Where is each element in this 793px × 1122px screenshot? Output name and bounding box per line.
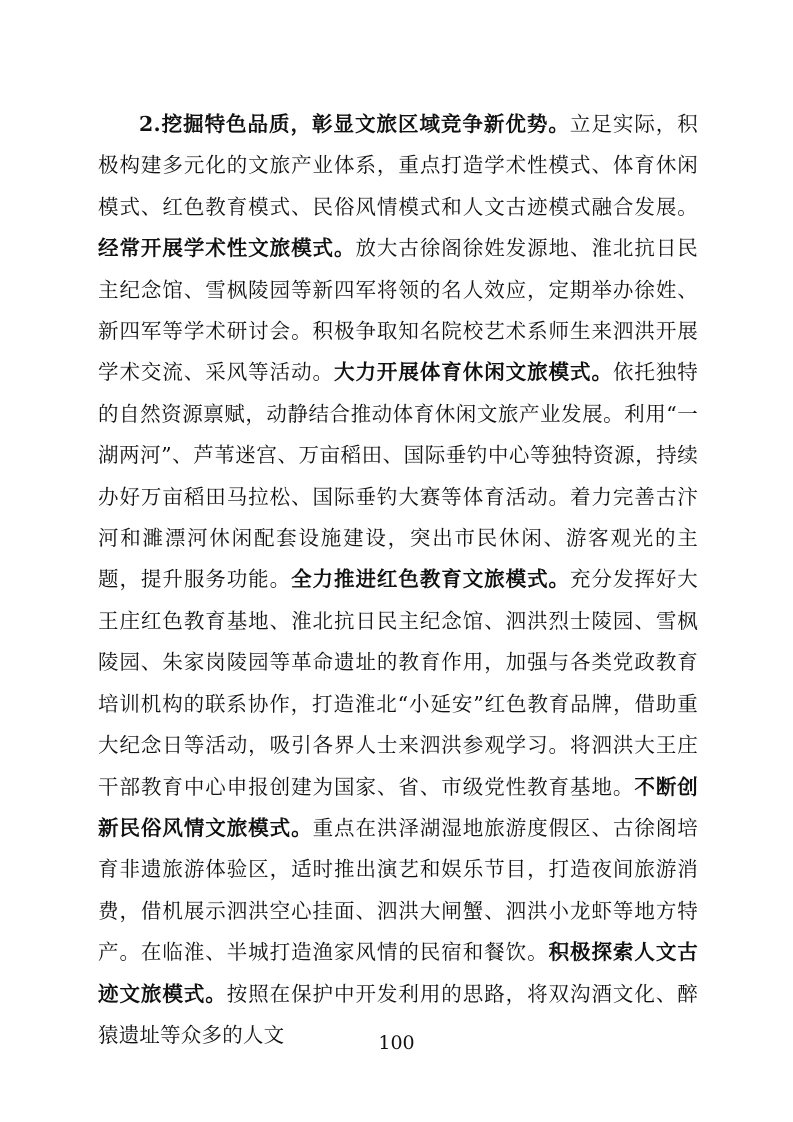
body-segment: 重点在洪泽湖湿地旅游度假区、古徐阁培育非遗旅游体验区，适时推出演艺和娱乐节目，打造夜间旅游消费，借机展示泗洪空心挂面、泗洪大闸蟹、泗洪小龙虾等地方特产。在临淮、半城打造渔家风情的民宿和餐饮。 [98, 815, 698, 965]
page-content-area [98, 104, 698, 1056]
body-segment-bold: 不断创新民俗风情文旅模式。 [98, 774, 699, 840]
body-segment-bold: 大力开展体育休闲文旅模式。 [334, 360, 613, 385]
body-segment: 依托独特的自然资源禀赋，动静结合推动体育休闲文旅产业发展。利用“一湖两河”、芦苇迷宫、万亩稻田、国际垂钓中心等独特资源，持续办好万亩稻田马拉松、国际垂钓大赛等体育活动。着力完善古汴河和濉漂河休闲配套设施建设，突出市民休闲、游客观光的主题，提升服务功能。 [98, 360, 699, 592]
body-segment-bold: 经常开展学术性文旅模式。 [98, 236, 356, 261]
body-segment-bold: 积极探索人文古迹文旅模式。 [98, 940, 698, 1006]
body-segment: 立足实际，积极构建多元化的文旅产业体系，重点打造学术性模式、体育休闲模式、红色教育模式、民俗风情模式和人文古迹模式融合发展。 [98, 112, 698, 219]
body-segment: 按照在保护中开发利用的思路，将双沟酒文化、醉猿遗址等众多的人文 [98, 981, 698, 1047]
page-number: 100 [378, 1032, 415, 1054]
body-segment-bold: 全力推进红色教育文旅模式。 [291, 567, 571, 592]
body-paragraph [98, 104, 698, 1056]
body-segment: 放大古徐阁徐姓发源地、淮北抗日民主纪念馆、雪枫陵园等新四军将领的名人效应，定期举办徐姓、新四军等学术研讨会。积极争取知名院校艺术系师生来泗洪开展学术交流、采风等活动。 [98, 236, 698, 385]
body-segment-bold: 2.挖掘特色品质，彰显文旅区域竞争新优势。 [139, 112, 570, 136]
body-segment: 充分发挥好大王庄红色教育基地、淮北抗日民主纪念馆、泗洪烈士陵园、雪枫陵园、朱家岗陵园等革命遗址的教育作用，加强与各类党政教育培训机构的联系协作，打造淮北“小延安”红色教育品牌，借助重大纪念日等活动，吸引各界人士来泗洪参观学习。将泗洪大王庄干部教育中心申报创建为国家、省、市级党性教育基地。 [98, 567, 698, 799]
